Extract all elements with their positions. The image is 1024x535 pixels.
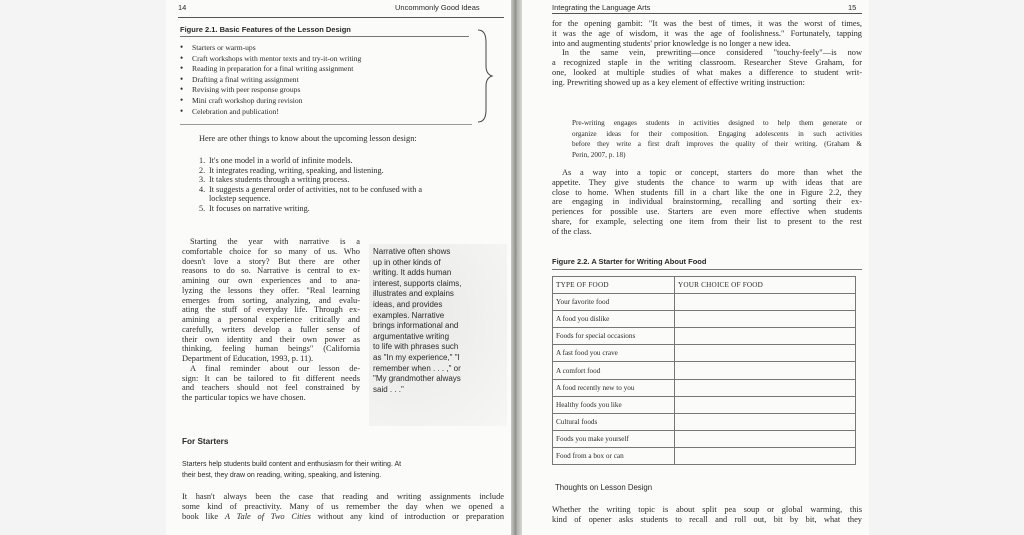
- top-rule: [552, 13, 862, 14]
- answer-cell: [675, 294, 856, 311]
- table-row: A food you dislike: [553, 311, 856, 328]
- left-page: [166, 0, 511, 535]
- answer-cell: [675, 362, 856, 379]
- figure-2-2-title: Figure 2.2. A Starter for Writing About Food: [552, 257, 707, 266]
- list-item: 3. It takes students through a writing process.: [199, 175, 350, 185]
- body-paragraph-starters: As a way into a topic or concept, starters do more than whet the appetite. They give students the chance to warm up with ideas that are close to home. When students fill in a chart like the one in Figure 2.2, they are engaging in individual brainstorming, recalling and sorting their ex- periences for possible use. Starters are even more effective when students share, for example, selecting one item from their list to present to the rest of the class.: [552, 168, 862, 236]
- lesson-features-list: [180, 42, 361, 116]
- list-item: • Reading in preparation for a final writing assignment: [180, 63, 361, 74]
- figure-rule: [180, 36, 469, 37]
- list-item: 4. It suggests a general order of activities, not to be confused with a: [199, 184, 423, 194]
- body-paragraph-opener: Whether the writing topic is about split pea soup or global warming, this kind of opener asks students to recall and roll out, bit by bit, what they: [552, 505, 862, 524]
- right-running-head: Integrating the Language Arts: [552, 3, 651, 12]
- body-paragraph-gambit: for the opening gambit: "It was the best of times, it was the worst of times, it was the age of wisdom, it was the age of foolishness." Fortunately, tapping into and augmenting students' prior knowledge is no longer a new idea. In the same vein, prewriting—once considered "touchy-feely"—is now a recognized staple in the writing classroom. Researcher Steve Graham, for one, looked at multiple studies of what makes a difference to student writ- ing. Prewriting showed up as a key element of effective writing instruction:: [552, 19, 862, 87]
- list-item: • Revising with peer response groups: [180, 84, 361, 95]
- left-page-number: 14: [178, 3, 187, 12]
- answer-cell: [675, 328, 856, 345]
- column-header: TYPE OF FOOD: [553, 277, 675, 294]
- list-item: • Mini craft workshop during revision: [180, 95, 361, 106]
- table-row: Food from a box or can: [553, 447, 856, 464]
- body-paragraph-preactivity: It hasn't always been the case that reading and writing assignments include some kind of preactivity. Many of us remember the day when we opened a book like A Tale of Two Cities without any kind of introduction or preparation: [182, 492, 505, 521]
- answer-cell: [675, 311, 856, 328]
- answer-cell: [675, 430, 856, 447]
- list-item: • Starters or warm-ups: [180, 42, 361, 53]
- figure-rule: [552, 269, 862, 270]
- food-starter-table: [552, 276, 856, 465]
- numbered-list: [199, 156, 422, 214]
- bracket-annotation-icon: [474, 28, 494, 124]
- pull-quote: Narrative often shows up in other kinds of writing. It adds human interest, supports claims, illustrates and explains ideas, and provides examples. Narrative brings informational and argumentative writing to life with phrases such as "In my experience," "I remember when . . . ," or "My grandmother always said . . .": [369, 244, 507, 426]
- section-summary: Starters help students build content and enthusiasm for their writing. At their best, they draw on reading, writing, speaking, and listening.: [182, 461, 402, 479]
- section-heading-lesson-design: Thoughts on Lesson Design: [555, 483, 653, 492]
- table-row: A comfort food: [553, 362, 856, 379]
- left-running-head: Uncommonly Good Ideas: [395, 3, 480, 12]
- list-item: • Celebration and publication!: [180, 106, 361, 117]
- book-gutter: [511, 0, 522, 535]
- column-header: YOUR CHOICE OF FOOD: [675, 277, 856, 294]
- table-row: A food recently new to you: [553, 379, 856, 396]
- section-heading-for-starters: For Starters: [182, 437, 229, 446]
- list-item: • Craft workshops with mentor texts and try-it-on writing: [180, 53, 361, 64]
- table-row: Cultural foods: [553, 413, 856, 430]
- intro-text: Here are other things to know about the upcoming lesson design:: [199, 134, 417, 143]
- table-header-row: [553, 277, 856, 294]
- answer-cell: [675, 413, 856, 430]
- list-item: 2. It integrates reading, writing, speaking, and listening.: [199, 165, 384, 175]
- table-row: Your favorite food: [553, 294, 856, 311]
- list-item: 5. It focuses on narrative writing.: [199, 203, 310, 213]
- top-rule: [178, 17, 504, 18]
- table-row: A fast food you crave: [553, 345, 856, 362]
- figure-bottom-rule: [180, 124, 472, 125]
- table-row: Healthy foods you like: [553, 396, 856, 413]
- right-page-number: 15: [848, 3, 857, 12]
- answer-cell: [675, 396, 856, 413]
- table-row: Foods you make yourself: [553, 430, 856, 447]
- answer-cell: [675, 447, 856, 464]
- list-item: 1. It's one model in a world of infinite models.: [199, 156, 353, 165]
- answer-cell: [675, 379, 856, 396]
- table-row: Foods for special occasions: [553, 328, 856, 345]
- block-quote: Pre-writing engages students in activities designed to help them generate or organize ideas for their composition. Engaging adolescents in such activities before they write a first draft improves the quality of their writing. (Graham & Perin, 2007, p. 18): [572, 119, 862, 159]
- figure-2-1-title: Figure 2.1. Basic Features of the Lesson Design: [180, 25, 351, 34]
- answer-cell: [675, 345, 856, 362]
- list-item-continuation: lockstep sequence.: [209, 194, 271, 204]
- body-paragraph-narrative: Starting the year with narrative is a comfortable choice for so many of us. Who doesn't love a story? But there are other reasons to do so. Narrative is central to ex- amining our own experiences and to ana- lyzing the lessons they offer. "Real learning emerges from sorting, analyzing, and evalu- ating the stuff of everyday life. Through ex- amining a personal experience critically and carefully, writers develop a fuller sense of their own identity and their own power as thinking, feeling human beings" (California Department of Education, 1993, p. 11). A final reminder about our lesson de- sign: It can be tailored to fit different needs and teachers should not feel constrained by the particular topics we have chosen.: [182, 237, 360, 402]
- list-item: • Drafting a final writing assignment: [180, 74, 361, 85]
- right-page: [522, 0, 869, 535]
